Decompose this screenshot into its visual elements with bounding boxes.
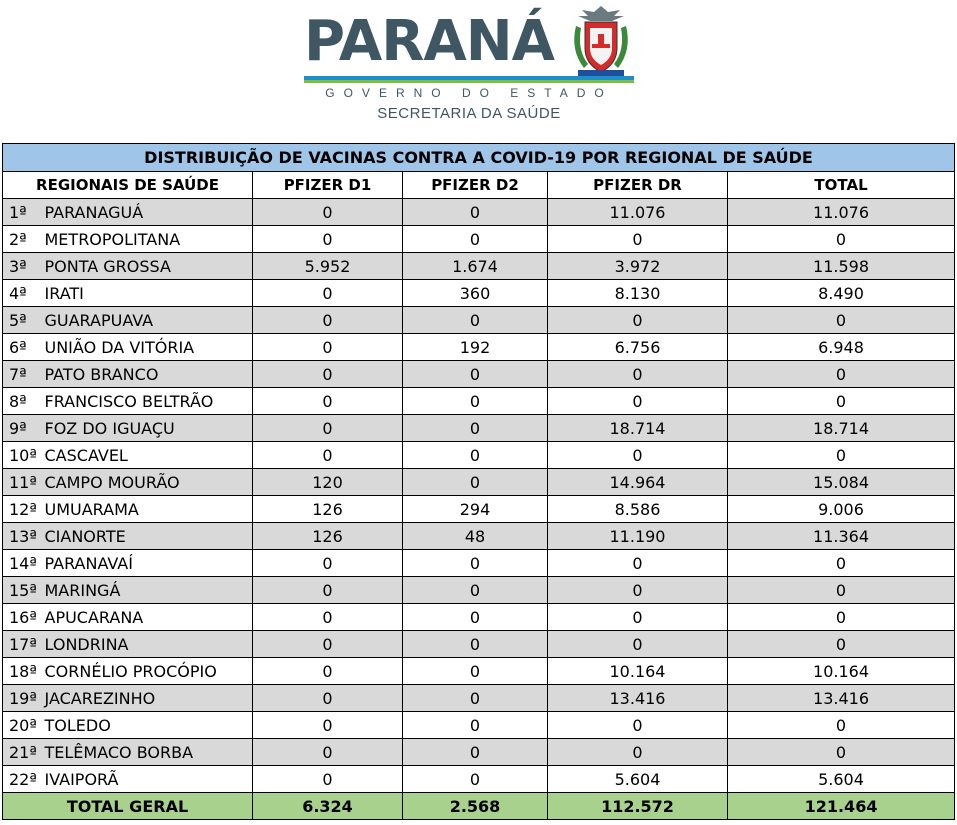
pfizer-dr-cell: 0	[548, 604, 728, 631]
total-cell: 0	[728, 604, 955, 631]
total-label: TOTAL GERAL	[3, 793, 253, 820]
regional-name: PONTA GROSSA	[43, 253, 253, 280]
pfizer-d1-cell: 0	[253, 712, 403, 739]
table-row	[3, 739, 955, 766]
vaccine-distribution-table	[2, 143, 955, 820]
column-header-pfizer-d2: PFIZER D2	[403, 172, 548, 199]
pfizer-d1-cell: 0	[253, 334, 403, 361]
table-row	[3, 415, 955, 442]
regional-rank: 22ª	[3, 766, 43, 793]
pfizer-d2-cell: 0	[403, 361, 548, 388]
pfizer-d2-cell: 0	[403, 550, 548, 577]
regional-rank: 20ª	[3, 712, 43, 739]
regional-name: TOLEDO	[43, 712, 253, 739]
pfizer-d1-cell: 126	[253, 523, 403, 550]
brand-rule-green	[304, 80, 634, 83]
table-row	[3, 469, 955, 496]
table-row	[3, 199, 955, 226]
pfizer-d1-cell: 0	[253, 604, 403, 631]
total-cell: 0	[728, 226, 955, 253]
regional-name: IVAIPORÃ	[43, 766, 253, 793]
pfizer-dr-cell: 0	[548, 442, 728, 469]
regional-rank: 10ª	[3, 442, 43, 469]
pfizer-d2-cell: 0	[403, 388, 548, 415]
pfizer-d2-cell: 0	[403, 658, 548, 685]
table-row	[3, 388, 955, 415]
pfizer-dr-cell: 5.604	[548, 766, 728, 793]
page-header	[0, 0, 957, 132]
pfizer-d2-cell: 0	[403, 226, 548, 253]
table-row	[3, 334, 955, 361]
pfizer-d1-cell: 0	[253, 388, 403, 415]
pfizer-d2-cell: 360	[403, 280, 548, 307]
pfizer-d2-cell: 0	[403, 604, 548, 631]
pfizer-d2-cell: 294	[403, 496, 548, 523]
regional-rank: 14ª	[3, 550, 43, 577]
pfizer-d2-cell: 0	[403, 199, 548, 226]
regional-rank: 19ª	[3, 685, 43, 712]
table-title: DISTRIBUIÇÃO DE VACINAS CONTRA A COVID-19 POR REGIONAL DE SAÚDE	[3, 144, 955, 172]
pfizer-d1-cell: 0	[253, 631, 403, 658]
pfizer-d2-cell: 0	[403, 631, 548, 658]
regional-name: CAMPO MOURÃO	[43, 469, 253, 496]
regional-rank: 15ª	[3, 577, 43, 604]
pfizer-d2-cell: 0	[403, 469, 548, 496]
total-cell: 0	[728, 442, 955, 469]
table-row	[3, 442, 955, 469]
total-pfizer-d1: 6.324	[253, 793, 403, 820]
total-cell: 0	[728, 631, 955, 658]
regional-rank: 5ª	[3, 307, 43, 334]
total-pfizer-d2: 2.568	[403, 793, 548, 820]
regional-name: PATO BRANCO	[43, 361, 253, 388]
pfizer-d1-cell: 0	[253, 415, 403, 442]
total-cell: 0	[728, 550, 955, 577]
regional-rank: 2ª	[3, 226, 43, 253]
table-row	[3, 604, 955, 631]
total-cell: 10.164	[728, 658, 955, 685]
pfizer-d1-cell: 0	[253, 361, 403, 388]
regional-rank: 9ª	[3, 415, 43, 442]
pfizer-d2-cell: 48	[403, 523, 548, 550]
pfizer-d1-cell: 0	[253, 307, 403, 334]
pfizer-d2-cell: 0	[403, 415, 548, 442]
pfizer-d1-cell: 0	[253, 199, 403, 226]
pfizer-d1-cell: 0	[253, 550, 403, 577]
table-row	[3, 226, 955, 253]
table-row	[3, 361, 955, 388]
pfizer-dr-cell: 18.714	[548, 415, 728, 442]
pfizer-dr-cell: 11.190	[548, 523, 728, 550]
regional-rank: 6ª	[3, 334, 43, 361]
pfizer-dr-cell: 0	[548, 712, 728, 739]
total-cell: 5.604	[728, 766, 955, 793]
pfizer-d1-cell: 0	[253, 577, 403, 604]
regional-name: TELÊMACO BORBA	[43, 739, 253, 766]
table-row	[3, 253, 955, 280]
state-coat-of-arms-icon	[568, 4, 634, 80]
pfizer-d2-cell: 0	[403, 766, 548, 793]
pfizer-d1-cell: 0	[253, 766, 403, 793]
regional-name: CIANORTE	[43, 523, 253, 550]
table-row	[3, 307, 955, 334]
regional-name: MARINGÁ	[43, 577, 253, 604]
total-cell: 11.364	[728, 523, 955, 550]
regional-name: UNIÃO DA VITÓRIA	[43, 334, 253, 361]
regional-rank: 11ª	[3, 469, 43, 496]
total-cell: 0	[728, 577, 955, 604]
pfizer-dr-cell: 3.972	[548, 253, 728, 280]
brand-wordmark: PARANÁ	[304, 9, 554, 74]
table-row	[3, 550, 955, 577]
total-cell: 18.714	[728, 415, 955, 442]
regional-name: METROPOLITANA	[43, 226, 253, 253]
total-cell: 11.598	[728, 253, 955, 280]
total-cell: 6.948	[728, 334, 955, 361]
total-cell: 11.076	[728, 199, 955, 226]
total-cell: 0	[728, 739, 955, 766]
pfizer-d2-cell: 1.674	[403, 253, 548, 280]
table-row	[3, 658, 955, 685]
total-cell: 13.416	[728, 685, 955, 712]
pfizer-d1-cell: 0	[253, 739, 403, 766]
column-header-pfizer-dr: PFIZER DR	[548, 172, 728, 199]
total-cell: 15.084	[728, 469, 955, 496]
column-header-total: TOTAL	[728, 172, 955, 199]
table-header-row	[3, 172, 955, 199]
pfizer-d2-cell: 192	[403, 334, 548, 361]
pfizer-dr-cell: 10.164	[548, 658, 728, 685]
table-row	[3, 685, 955, 712]
regional-name: JACAREZINHO	[43, 685, 253, 712]
regional-name: FOZ DO IGUAÇU	[43, 415, 253, 442]
regional-rank: 7ª	[3, 361, 43, 388]
regional-rank: 13ª	[3, 523, 43, 550]
table-row	[3, 280, 955, 307]
total-cell: 0	[728, 307, 955, 334]
table-row	[3, 631, 955, 658]
table-row	[3, 766, 955, 793]
pfizer-d1-cell: 0	[253, 442, 403, 469]
pfizer-d1-cell: 0	[253, 280, 403, 307]
pfizer-d2-cell: 0	[403, 712, 548, 739]
total-cell: 8.490	[728, 280, 955, 307]
pfizer-d2-cell: 0	[403, 739, 548, 766]
regional-name: PARANAGUÁ	[43, 199, 253, 226]
pfizer-dr-cell: 14.964	[548, 469, 728, 496]
pfizer-dr-cell: 6.756	[548, 334, 728, 361]
regional-rank: 17ª	[3, 631, 43, 658]
regional-name: LONDRINA	[43, 631, 253, 658]
table-body	[3, 199, 955, 793]
pfizer-d1-cell: 126	[253, 496, 403, 523]
regional-rank: 8ª	[3, 388, 43, 415]
pfizer-dr-cell: 0	[548, 631, 728, 658]
table-row	[3, 523, 955, 550]
total-cell: 0	[728, 388, 955, 415]
regional-rank: 3ª	[3, 253, 43, 280]
pfizer-dr-cell: 11.076	[548, 199, 728, 226]
pfizer-d1-cell: 0	[253, 658, 403, 685]
total-total: 121.464	[728, 793, 955, 820]
pfizer-d2-cell: 0	[403, 307, 548, 334]
pfizer-dr-cell: 13.416	[548, 685, 728, 712]
pfizer-d2-cell: 0	[403, 577, 548, 604]
regional-rank: 21ª	[3, 739, 43, 766]
pfizer-dr-cell: 0	[548, 550, 728, 577]
pfizer-dr-cell: 8.586	[548, 496, 728, 523]
total-cell: 0	[728, 712, 955, 739]
column-header-regionais: REGIONAIS DE SAÚDE	[3, 172, 253, 199]
pfizer-dr-cell: 0	[548, 226, 728, 253]
regional-name: UMUARAMA	[43, 496, 253, 523]
pfizer-d2-cell: 0	[403, 685, 548, 712]
regional-name: IRATI	[43, 280, 253, 307]
brand-subtitle: GOVERNO DO ESTADO	[325, 86, 613, 100]
table-row	[3, 712, 955, 739]
regional-rank: 4ª	[3, 280, 43, 307]
pfizer-d1-cell: 120	[253, 469, 403, 496]
total-cell: 0	[728, 361, 955, 388]
pfizer-dr-cell: 0	[548, 388, 728, 415]
table-row	[3, 577, 955, 604]
pfizer-dr-cell: 0	[548, 739, 728, 766]
regional-rank: 12ª	[3, 496, 43, 523]
regional-name: FRANCISCO BELTRÃO	[43, 388, 253, 415]
pfizer-dr-cell: 0	[548, 577, 728, 604]
pfizer-d1-cell: 5.952	[253, 253, 403, 280]
regional-name: CASCAVEL	[43, 442, 253, 469]
table-title-row	[3, 144, 955, 172]
pfizer-dr-cell: 8.130	[548, 280, 728, 307]
regional-rank: 1ª	[3, 199, 43, 226]
regional-name: APUCARANA	[43, 604, 253, 631]
pfizer-d1-cell: 0	[253, 685, 403, 712]
column-header-pfizer-d1: PFIZER D1	[253, 172, 403, 199]
regional-name: CORNÉLIO PROCÓPIO	[43, 658, 253, 685]
total-pfizer-dr: 112.572	[548, 793, 728, 820]
table-row	[3, 496, 955, 523]
pfizer-dr-cell: 0	[548, 361, 728, 388]
pfizer-dr-cell: 0	[548, 307, 728, 334]
pfizer-d1-cell: 0	[253, 226, 403, 253]
total-cell: 9.006	[728, 496, 955, 523]
pfizer-d2-cell: 0	[403, 442, 548, 469]
department-name: SECRETARIA DA SAÚDE	[377, 105, 561, 122]
regional-name: PARANAVAÍ	[43, 550, 253, 577]
table-total-row	[3, 793, 955, 820]
regional-rank: 16ª	[3, 604, 43, 631]
regional-rank: 18ª	[3, 658, 43, 685]
regional-name: GUARAPUAVA	[43, 307, 253, 334]
